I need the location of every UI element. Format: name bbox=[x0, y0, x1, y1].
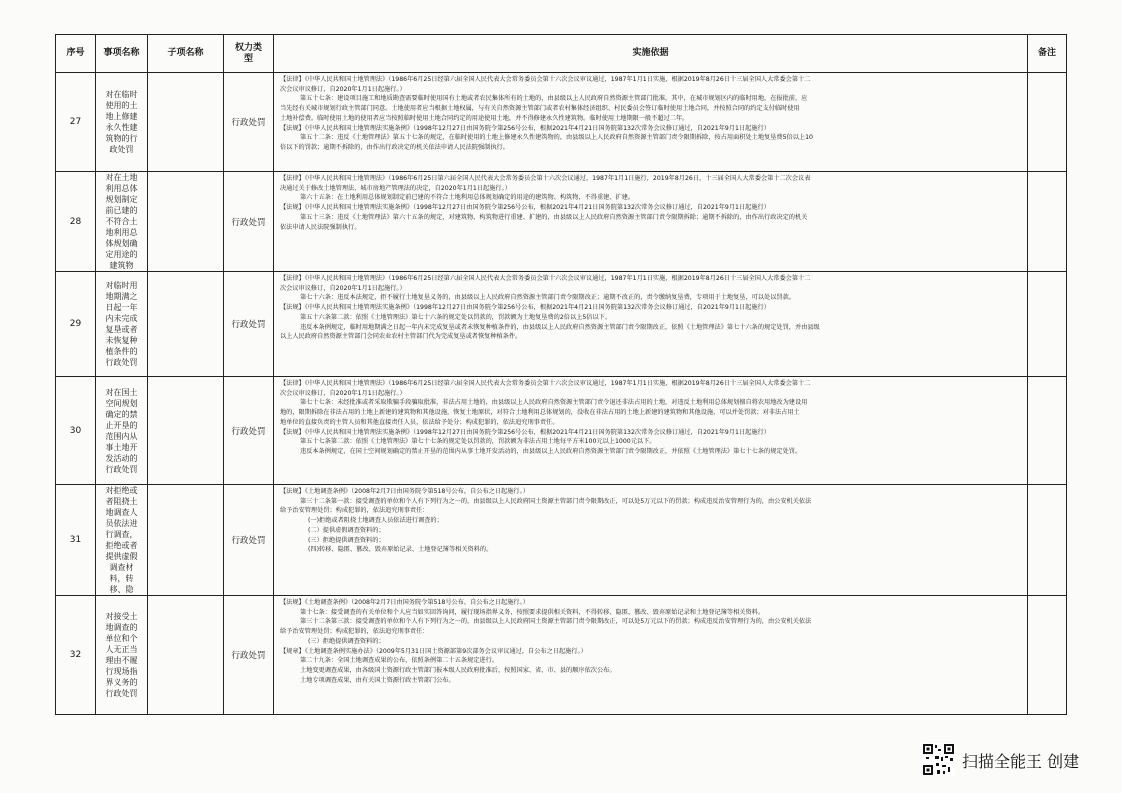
basis-line: 依法申请人民法院强制执行。 bbox=[280, 223, 361, 231]
row-basis bbox=[274, 485, 1028, 596]
row-remark bbox=[1028, 73, 1067, 172]
table-row bbox=[56, 485, 1067, 596]
row-sub-name bbox=[148, 377, 224, 485]
basis-line: 次会议审议修订，自2020年1月1日起施行。） bbox=[280, 389, 406, 397]
header-remark: 备注 bbox=[1028, 35, 1067, 73]
header-seq: 序号 bbox=[56, 35, 96, 73]
basis-line: 以上人民政府自然资源主管部门会同农业农村主管部门代为完成复垦或者恢复种植条件。 bbox=[280, 333, 522, 341]
basis-line: 第五十七条：建设项目施工和地质勘查需要临时使用国有土地或者农民集体所有的土地的，由县级以上人民政府自然资源主管部门批准，其中，在城市规划区内的临时用地，在报批前，应 bbox=[300, 95, 808, 103]
basis-line: 当先经有关城市规划行政主管部门同意。土地使用者应当根据土地权属，与有关自然资源主管部门或者农村集体经济组织、村民委员会签订临时使用土地合同，并按照合同的约定支付临时使用 bbox=[280, 105, 800, 113]
header-item-name: 事项名称 bbox=[96, 35, 148, 73]
basis-line: 【法规】《土地调查条例》（2008年2月7日由国务院令第518号公布，自公布之日起施行。） bbox=[280, 488, 529, 495]
row-sub-name bbox=[148, 485, 224, 596]
row-sub-name bbox=[148, 73, 224, 172]
row-seq: 29 bbox=[56, 272, 96, 377]
row-basis bbox=[274, 272, 1028, 377]
row-power-type: 行政处罚 bbox=[224, 172, 274, 272]
basis-line: 违反本条例规定，临时用地期满之日起一年内未完成复垦或者未恢复种植条件的，由县级以上人民政府自然资源主管部门责令限期改正，依照《土地管理法》第七十六条的规定处罚，并由县级 bbox=[300, 323, 820, 331]
basis-line: 决通过关于修改土地管理法、城市房地产管理法的决定，自2020年1月1日起施行。） bbox=[280, 184, 511, 192]
table-row bbox=[56, 596, 1067, 715]
basis-line: 第五十三条：违反《土地管理法》第六十五条的规定，对建筑物、构筑物进行重建、扩建的，由县级以上人民政府自然资源主管部门责令限期拆除；逾期不拆除的，由作出行政决定的机关 bbox=[300, 213, 808, 221]
basis-line: 第六十五条：在土地利用总体规划制定前已建的不符合土地利用总体规划确定的用途的建筑物、构筑物，不得重建、扩建。 bbox=[300, 194, 635, 202]
basis-line: 第五十六条第二款：依照《土地管理法》第七十六条的规定处以罚款的，罚款额为土地复垦费的2倍以上5倍以下。 bbox=[300, 313, 612, 321]
power-list-table bbox=[55, 34, 1067, 715]
row-basis bbox=[274, 596, 1028, 715]
header-sub-name: 子项名称 bbox=[148, 35, 224, 73]
row-power-type: 行政处罚 bbox=[224, 596, 274, 715]
basis-line: 【法律】《中华人民共和国土地管理法》（1986年6月25日经第六届全国人民代表大会常务委员会第十六次会议审议通过，1987年1月1日实施，根据2019年8月26日十三届全国人大常委会第十二 bbox=[280, 76, 811, 83]
row-remark bbox=[1028, 172, 1067, 272]
row-power-type: 行政处罚 bbox=[224, 272, 274, 377]
basis-line: 第三十二条第三款：接受调查的单位和个人有下列行为之一的，由县级以上人民政府国土资源主管部门责令限期改正，可以处5万元以下的罚款；构成违反治安管理行为的，由公安机关依法 bbox=[300, 618, 812, 626]
basis-line: 第七十七条：未经批准或者采取欺骗手段骗取批准，非法占用土地的，由县级以上人民政府自然资源主管部门责令退还非法占用的土地，对违反土地利用总体规划擅自将农用地改为建设用 bbox=[300, 399, 808, 407]
row-item-name: 对接受土地调查的单位和个人无正当理由不履行现场指界义务的行政处罚 bbox=[96, 596, 148, 715]
row-basis bbox=[274, 73, 1028, 172]
watermark-text: 扫描全能王 创建 bbox=[962, 752, 1080, 771]
row-seq: 28 bbox=[56, 172, 96, 272]
header-basis: 实施依据 bbox=[274, 35, 1028, 73]
basis-line: 【法规】《中华人民共和国土地管理法实施条例》（1998年12月27日由国务院令第256号公布，根据2021年4月21日国务院第132次常务会议修订通过，自2021年9月1日起施行） bbox=[280, 124, 770, 132]
basis-line: 地单位的直接负责的主管人员和其他直接责任人员，依法给予处分；构成犯罪的，依法追究刑事责任。 bbox=[280, 418, 559, 426]
basis-line: (四)转移、隐匿、篡改、毁弃原始记录、土地登记簿等相关资料的。 bbox=[308, 546, 493, 554]
row-remark bbox=[1028, 272, 1067, 377]
row-power-type: 行政处罚 bbox=[224, 485, 274, 596]
table-row bbox=[56, 377, 1067, 485]
row-seq: 31 bbox=[56, 485, 96, 596]
basis-line: (一)拒绝或者阻挠土地调查人员依法进行调查的； bbox=[308, 517, 443, 525]
basis-line: 地的，限期拆除在非法占用的土地上新建的建筑物和其他设施，恢复土地原状，对符合土地利用总体规划的，没收在非法占用的土地上新建的建筑物和其他设施，可以并处罚款；对非法占用土 bbox=[280, 409, 800, 417]
basis-line: 第五十二条：违反《土地管理法》第五十七条的规定，在临时使用的土地上修建永久性建筑物的，由县级以上人民政府自然资源主管部门责令限期拆除，按占用面积处土地复垦费5倍以上10 bbox=[300, 134, 813, 142]
basis-line: 倍以下的罚款；逾期不拆除的，由作出行政决定的机关依法申请人民法院强制执行。 bbox=[280, 143, 509, 151]
row-item-name: 对拒绝或者阻挠土地调查人员依法进行调查，拒绝或者提供虚假调查材料，转移、隐 bbox=[96, 485, 148, 596]
basis-line: 给予治安管理处罚；构成犯罪的，依法追究刑事责任： bbox=[280, 507, 429, 515]
row-power-type: 行政处罚 bbox=[224, 377, 274, 485]
row-basis bbox=[274, 172, 1028, 272]
basis-line: 【法规】《中华人民共和国土地管理法实施条例》（1998年12月27日由国务院令第256号公布，根据2021年4月21日国务院第132次常务会议修订通过，自2021年9月1日起施行） bbox=[280, 304, 770, 312]
basis-line: 【法律】《中华人民共和国土地管理法》（1986年6月25日经第六届全国人民代表大会常务委员会第十六次会议审议通过，1987年1月1日实施，根据2019年8月26日十三届全国人大常委会第十二 bbox=[280, 380, 811, 387]
basis-line: 土地变更调查成果，由各级国土资源行政主管部门报本级人民政府批准后，按照国家、省、市、县的顺序依次公布。 bbox=[300, 666, 616, 674]
basis-line: 【法规】《中华人民共和国土地管理法实施条例》（1998年12月27日由国务院令第256号公布，根据2021年4月21日国务院第132次常务会议修订通过，自2021年9月1日起施行） bbox=[280, 428, 770, 436]
basis-line: 违反本条例规定，在国土空间规划确定的禁止开垦的范围内从事土地开发活动的，由县级以上人民政府自然资源主管部门责令限期改正，并依照《土地管理法》第七十七条的规定处罚。 bbox=[300, 447, 802, 455]
row-seq: 30 bbox=[56, 377, 96, 485]
scanner-watermark bbox=[922, 743, 1102, 779]
row-power-type: 行政处罚 bbox=[224, 73, 274, 172]
basis-line: 【法规】《土地调查条例》（2008年2月7日由国务院令第518号公布，自公布之日起施行。） bbox=[280, 599, 529, 606]
basis-line: 【法律】《中华人民共和国土地管理法》（1986年6月25日经第六届全国人民代表大会常务委员会第十六次会议审议通过，1987年1月1日实施，根据2019年8月26日十三届全国人大常委会第十二 bbox=[280, 275, 811, 282]
row-remark bbox=[1028, 596, 1067, 715]
row-item-name: 对在土地利用总体规划制定前已建的不符合土地利用总体规划确定用途的建筑物 bbox=[96, 172, 148, 272]
basis-line: (二）提供虚假调查资料的； bbox=[308, 526, 385, 534]
basis-line: 土地补偿费。临时使用土地的使用者应当按照临时使用土地合同约定的用途使用土地，并不得修建永久性建筑物。临时使用土地期限一般不超过二年。 bbox=[280, 114, 689, 122]
basis-line: 【规章】《土地调查条例实施办法》（2009年5月31日国土资源部第9次部务会议审议通过，自公布之日起施行。） bbox=[280, 647, 587, 655]
basis-line: 第七十六条：违反本法规定，拒不履行土地复垦义务的，由县级以上人民政府自然资源主管部门责令限期改正；逾期不改正的，责令缴纳复垦费，专项用于土地复垦，可以处以罚款。 bbox=[300, 294, 795, 302]
row-item-name: 对在临时使用的土地上修建永久性建筑物的行政处罚 bbox=[96, 73, 148, 172]
basis-line: 第十七条：接受调查的有关单位和个人应当如实回答询问，履行现场指界义务，按照要求提供相关资料，不得转移、隐匿、篡改、毁弃原始记录和土地登记簿等相关资料。 bbox=[300, 608, 765, 616]
table-header-row bbox=[56, 35, 1067, 73]
row-item-name: 对在国土空间规划确定的禁止开垦的范围内从事土地开发活动的行政处罚 bbox=[96, 377, 148, 485]
row-seq: 27 bbox=[56, 73, 96, 172]
basis-line: 第三十二条第一款：接受调查的单位和个人有下列行为之一的，由县级以上人民政府国土资源主管部门责令限期改正，可以处5万元以下的罚款；构成违反治安管理行为的，由公安机关依法 bbox=[300, 497, 812, 505]
basis-line: 【法律】《中华人民共和国土地管理法》（1986年6月25日第六届全国人民代表大会常务委员会第十六次会议通过，1987年1月1日施行，2019年8月26日，十三届全国人大常委会第十二次会议表 bbox=[280, 175, 811, 182]
basis-line: (三）拒绝提供调查资料的； bbox=[308, 637, 385, 645]
basis-line: 【法规】《中华人民共和国土地管理法实施条例》（1998年12月27日由国务院令第256号公布，根据2021年4月21日国务院第132次常务会议修订通过，自2021年9月1日起施行） bbox=[280, 204, 770, 212]
qr-code-icon bbox=[922, 743, 955, 776]
row-remark bbox=[1028, 377, 1067, 485]
basis-line: (三）拒绝提供调查资料的； bbox=[308, 536, 385, 544]
row-sub-name bbox=[148, 172, 224, 272]
basis-line: 次会议审议修订，自2020年1月1日起施行。） bbox=[280, 284, 406, 292]
row-item-name: 对临时用地期满之日起一年内未完成复垦或者未恢复种植条件的行政处罚 bbox=[96, 272, 148, 377]
header-power-type: 权力类型 bbox=[224, 35, 274, 73]
row-sub-name bbox=[148, 272, 224, 377]
basis-line: 第五十七条第二款：依照《土地管理法》第七十七条的规定处以罚款的，罚款额为非法占用土地每平方米100元以上1000元以下。 bbox=[300, 438, 656, 446]
table-row bbox=[56, 172, 1067, 272]
basis-line: 第二十九条：全国土地调查成果的公布，依照条例第二十五条规定进行。 bbox=[300, 657, 498, 665]
basis-line: 给予治安管理处罚；构成犯罪的，依法追究刑事责任： bbox=[280, 628, 429, 636]
row-seq: 32 bbox=[56, 596, 96, 715]
row-sub-name bbox=[148, 596, 224, 715]
row-basis bbox=[274, 377, 1028, 485]
basis-line: 次会议审议修订，自2020年1月1日起施行。） bbox=[280, 85, 406, 93]
row-remark bbox=[1028, 485, 1067, 596]
table-row bbox=[56, 272, 1067, 377]
table-row bbox=[56, 73, 1067, 172]
basis-line: 土地专项调查成果，由有关国土资源行政主管部门公布。 bbox=[300, 676, 455, 684]
